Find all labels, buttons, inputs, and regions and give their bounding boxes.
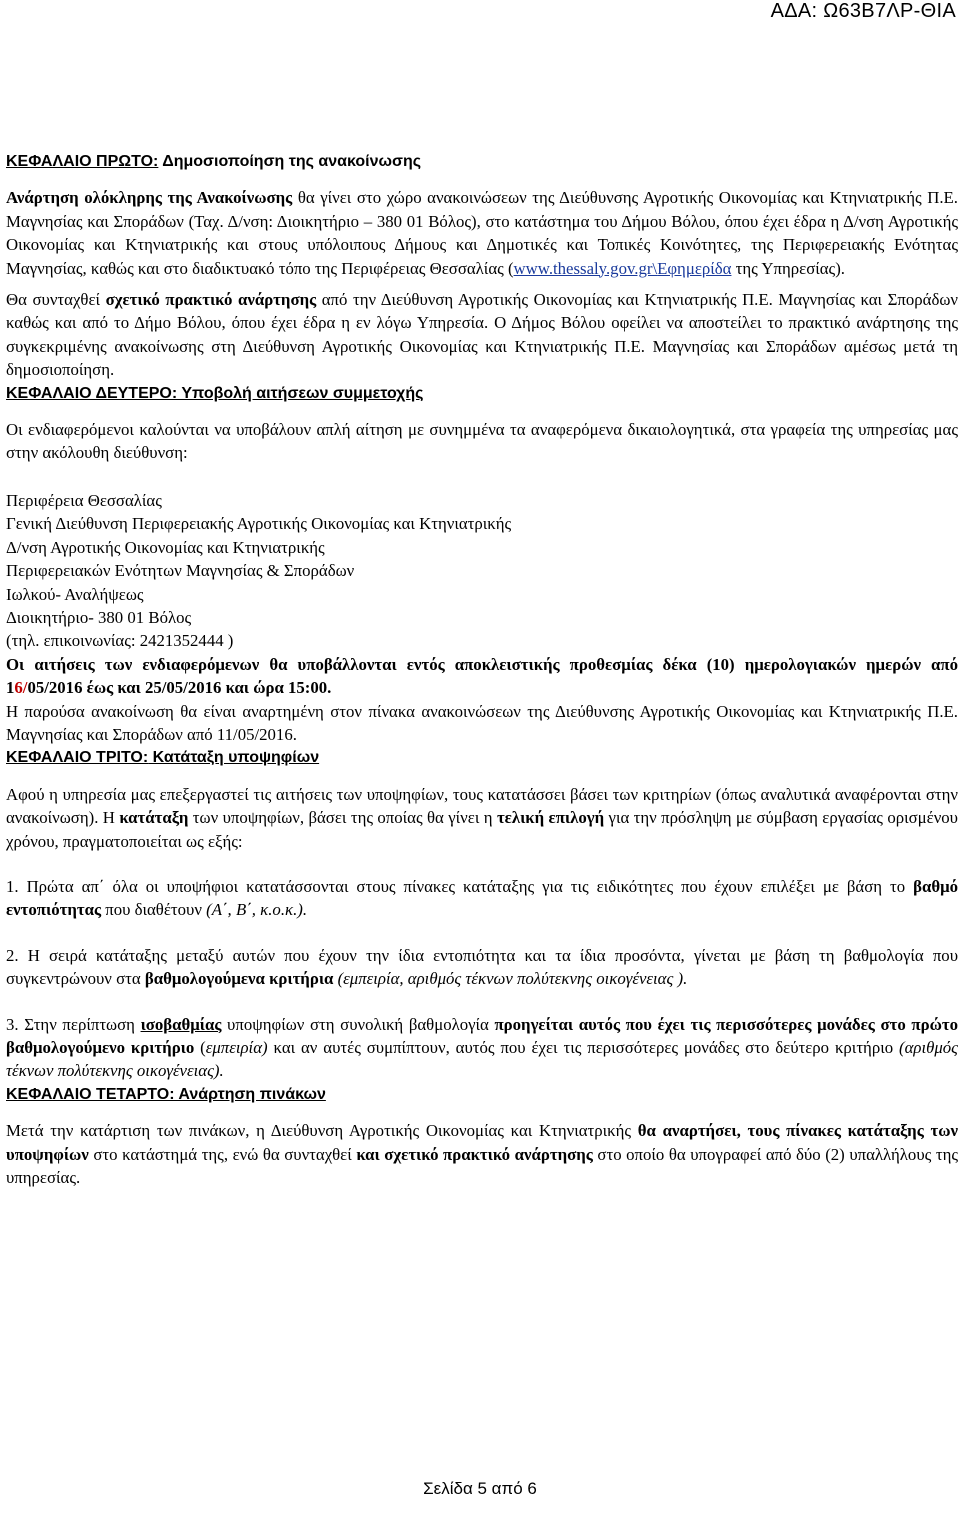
- date-highlight: 6/: [14, 678, 28, 698]
- ada-code: ΑΔΑ: Ω63Β7ΛΡ-ΘΙΑ: [770, 0, 956, 22]
- address-line: Περιφερειακών Ενότητων Μαγνησίας & Σποράδων: [6, 561, 355, 581]
- chapter-two-heading: ΚΕΦΑΛΑΙΟ ΔΕΥΤΕΡΟ: Υποβολή αιτήσεων συμμετοχής: [6, 384, 424, 402]
- address-line: Δ/νση Αγροτικής Οικονομίας και Κτηνιατρικής: [6, 537, 325, 557]
- chapter-four-paragraph: Μετά την κατάρτιση των πινάκων, η Διεύθυνση Αγροτικής Οικονομίας και Κτηνιατρικής θα αναρτήσει, τους πίνακες κατάταξης των υποψηφίων στο κατάστημά της, ενώ θα συνταχθεί και σχετικό πρακτικό ανάρτησης στο οποίο θα υπογραφεί από δύο (2) υπαλλήλους της υπηρεσίας.: [6, 1121, 959, 1188]
- website-link[interactable]: www.thessaly.gov.gr\: [513, 258, 658, 278]
- gazette-link[interactable]: Εφημερίδα: [657, 258, 732, 278]
- chapter-three-paragraph-1: Αφού η υπηρεσία μας επεξεργαστεί τις αιτήσεις των υποψηφίων, τους κατατάσσει βάσει των κριτηρίων (όπως αναλυτικά αναφέρονται στην ανακοίνωση). Η κατάταξη των υποψηφίων, βάσει της οποίας θα γίνει η τελική επιλογή για την πρόσληψη με σύμβαση εργασίας ορισμένου χρόνου, πραγματοποιείται ως εξής:: [6, 784, 958, 851]
- address-line: Διοικητήριο- 380 01 Βόλος: [6, 607, 192, 627]
- chapter-one-heading: [6, 150, 958, 173]
- document-body: [6, 150, 958, 1189]
- chapter-one-label: ΚΕΦΑΛΑΙΟ ΠΡΩΤΟ:: [6, 153, 159, 170]
- chapter-one-title: Δημοσιοποίηση της ανακοίνωσης: [158, 153, 422, 170]
- posting-date-paragraph: Η παρούσα ανακοίνωση θα είναι αναρτημένη στον πίνακα ανακοινώσεων της Διεύθυνσης Αγροτικής Οικονομίας και Κτηνιατρικής Π.Ε. Μαγνησίας και Σποράδων από 11/05/2016.: [6, 701, 958, 744]
- address-line: Ιωλκού- Αναλήψεως: [6, 584, 144, 604]
- chapter-one-paragraph-2: Θα συνταχθεί σχετικό πρακτικό ανάρτησης από την Διεύθυνση Αγροτικής Οικονομίας και Κτηνιατρικής Π.Ε. Μαγνησίας και Σποράδων καθώς και από το Δήμο Βόλου, όπου έχει έδρα η εν λόγω Υπηρεσία. Ο Δήμος Βόλου οφείλει να αποστείλει το πρακτικό ανάρτησης της συγκεκριμένης ανακοίνωσης στη Διεύθυνση Αγροτικής Οικονομίας και Κτηνιατρικής Π.Ε. Μαγνησίας και Σποράδων αμέσως μετά τη δημοσιοποίηση.: [6, 290, 958, 380]
- chapter-three-heading: ΚΕΦΑΛΑΙΟ ΤΡΙΤΟ: Κατάταξη υποψηφίων: [6, 749, 320, 767]
- posting-bold: Ανάρτηση ολόκληρης της Ανακοίνωσης: [6, 188, 293, 208]
- deadline-paragraph: Οι αιτήσεις των ενδιαφερόμενων θα υποβάλλονται εντός αποκλειστικής προθεσμίας δέκα (10) ημερολογιακών ημερών από 16/05/2016 έως και 25/05/2016 και ώρα 15:00.: [6, 654, 958, 698]
- chapter-two-paragraph-1: Οι ενδιαφερόμενοι καλούνται να υποβάλουν απλή αίτηση με συνημμένα τα αναφερόμενα δικαιολογητικά, στα γραφεία της υπηρεσίας μας στην ακόλουθη διεύθυνση:: [6, 420, 958, 463]
- address-line: Γενική Διεύθυνση Περιφερειακής Αγροτικής Οικονομίας και Κτηνιατρικής: [6, 514, 512, 534]
- submission-address: [6, 489, 958, 653]
- chapter-one-paragraph-1: Ανάρτηση ολόκληρης της Ανακοίνωσης θα γίνει στο χώρο ανακοινώσεων της Διεύθυνσης Αγροτικής Οικονομίας και Κτηνιατρικής Π.Ε. Μαγνησίας και Σποράδων (Ταχ. Δ/νση: Διοικητήριο – 380 01 Βόλος), στο κατάστημα του Δήμου Βόλου, όπου έχει έδρα η Δ/νση Αγροτικής Οικονομίας και Κτηνιατρικής και στους υπόλοιπους Δήμους και Δημοτικές και Τοπικές Κοινότητες, της Περιφερειακής Ενότητας Μαγνησίας, καθώς και στο διαδικτυακό τόπο της Περιφέρειας Θεσσαλίας (www.thessaly.gov.gr\Εφημερίδα της Υπηρεσίας).: [6, 188, 958, 278]
- address-line: Περιφέρεια Θεσσαλίας: [6, 490, 162, 510]
- page-number: Σελίδα 5 από 6: [423, 1479, 537, 1498]
- ranking-item-3: 3. Στην περίπτωση ισοβαθμίας υποψηφίων στη συνολική βαθμολογία προηγείται αυτός που έχει τις περισσότερες μονάδες στο πρώτο βαθμολογούμενο κριτήριο (εμπειρία) και αν αυτές συμπίπτουν, αυτός που έχει τις περισσότερες μονάδες στο δεύτερο κριτήριο (αριθμός τέκνων πολύτεκνης οικογένειας).: [6, 1014, 958, 1081]
- chapter-four-heading: ΚΕΦΑΛΑΙΟ ΤΕΤΑΡΤΟ: Ανάρτηση πινάκων: [6, 1085, 326, 1103]
- ranking-item-2: 2. Η σειρά κατάταξης μεταξύ αυτών που έχουν την ίδια εντοπιότητα και τα ίδια προσόντα, γίνεται με βάση τη βαθμολογία που συγκεντρώνουν στα βαθμολογούμενα κριτήρια (εμπειρία, αριθμός τέκνων πολύτεκνης οικογένειας ).: [6, 945, 958, 989]
- ranking-item-1: 1. Πρώτα απ΄ όλα οι υποψήφιοι κατατάσσονται στους πίνακες κατάταξης για τις ειδικότητες που έχουν επιλέξει με βάση το βαθμό εντοπιότητας που διαθέτουν (Α΄, Β΄, κ.ο.κ.).: [6, 876, 958, 920]
- address-line: (τηλ. επικοινωνίας: 2421352444 ): [6, 631, 234, 651]
